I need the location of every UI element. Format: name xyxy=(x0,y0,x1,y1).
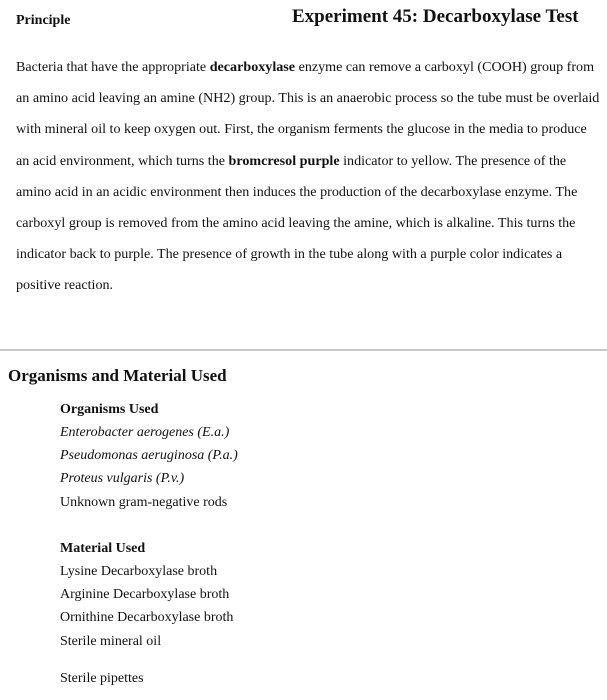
principle-text-1: Bacteria that have the appropriate xyxy=(16,59,210,75)
principle-label: Principle xyxy=(16,13,71,28)
principle-paragraph xyxy=(16,52,600,302)
material-item: Sterile mineral oil xyxy=(60,633,162,649)
material-item-pipettes: Sterile pipettes xyxy=(60,671,144,686)
material-item: Ornithine Decarboxylase broth xyxy=(60,610,234,626)
organism-item: Enterobacter aerogenes (E.a.) xyxy=(60,425,230,440)
organisms-heading: Organisms Used xyxy=(60,402,159,417)
material-item: Arginine Decarboxylase broth xyxy=(60,587,230,603)
organism-item: Pseudomonas aeruginosa (P.a.) xyxy=(60,448,238,464)
section-divider xyxy=(0,349,607,351)
materials-heading: Material Used xyxy=(60,541,146,556)
organism-item: Unknown gram-negative rods xyxy=(60,494,228,510)
material-item: Lysine Decarboxylase broth xyxy=(60,564,218,579)
principle-bold-bromcresol: bromcresol purple xyxy=(228,152,340,169)
organisms-group xyxy=(60,398,238,514)
section-title: Organisms and Material Used xyxy=(8,366,227,385)
principle-text-2: enzyme can remove a carboxyl (COOH) group from an amino acid leaving an amine (NH2) group. This is an anaerobic process so the tube must be overlaid with mineral oil to keep oxygen out. First, the organism ferments the glucose in the media to produce an acid environment, which turns the xyxy=(16,59,600,169)
principle-text-3: indicator to yellow. The presence of the amino acid in an acidic environment then induces the production of the decarboxylase enzyme. The carboxyl group is removed from the amino acid leaving the amine, which is alkaline. This turns the indicator back to purple. The presence of growth in the tube along with a purple color indicates a positive reaction. xyxy=(16,152,578,294)
experiment-title: Experiment 45: Decarboxylase Test xyxy=(292,6,579,27)
organism-item: Proteus vulgaris (P.v.) xyxy=(60,471,185,487)
principle-bold-decarboxylase: decarboxylase xyxy=(209,59,296,75)
materials-group xyxy=(60,537,233,653)
